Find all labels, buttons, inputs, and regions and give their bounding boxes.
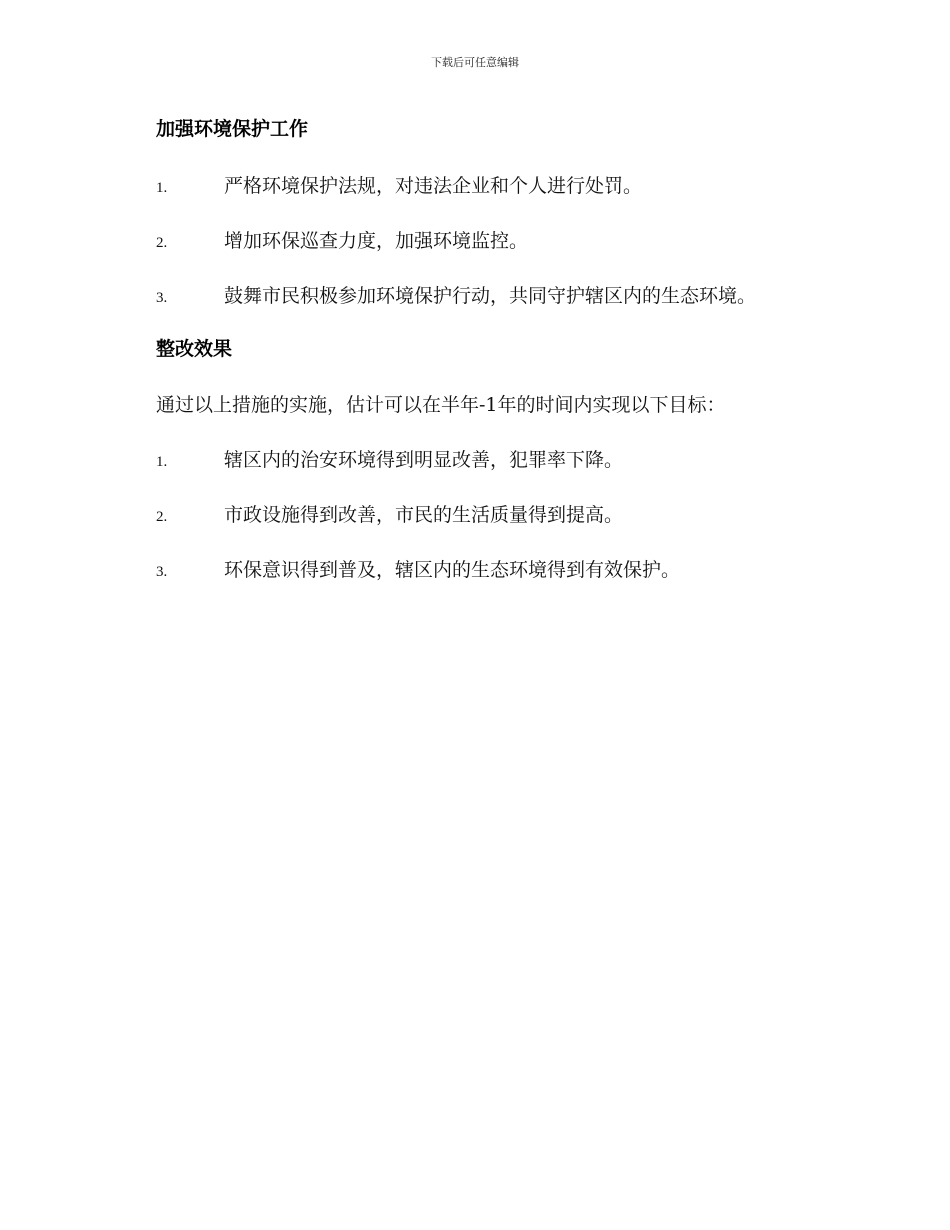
- list-item-text: 鼓舞市民积极参加环境保护行动，共同守护辖区内的生态环境。: [224, 285, 757, 307]
- section-title-environment: 加强环境保护工作: [156, 118, 309, 140]
- list-item: [156, 445, 623, 472]
- list-item: [156, 555, 680, 582]
- list-item-number: 3.: [156, 290, 168, 306]
- list-item: [156, 500, 623, 527]
- list-item-text: 增加环保巡查力度，加强环境监控。: [224, 230, 529, 252]
- list-item-number: 3.: [156, 564, 168, 580]
- list-item-text: 环保意识得到普及，辖区内的生态环境得到有效保护。: [224, 559, 681, 581]
- section-title-results: 整改效果: [156, 338, 233, 360]
- list-item-number: 2.: [156, 509, 168, 525]
- list-item: [156, 281, 756, 308]
- list-item-text: 辖区内的治安环境得到明显改善，犯罪率下降。: [224, 449, 624, 471]
- list-item-number: 1.: [156, 180, 168, 196]
- list-item-text: 市政设施得到改善，市民的生活质量得到提高。: [224, 504, 624, 526]
- list-item-number: 2.: [156, 235, 168, 251]
- list-item-text: 严格环境保护法规，对违法企业和个人进行处罚。: [224, 175, 643, 197]
- page-header: 下载后可任意编辑: [431, 56, 519, 69]
- list-item-number: 1.: [156, 454, 168, 470]
- intro-paragraph: 通过以上措施的实施，估计可以在半年-1年的时间内实现以下目标：: [156, 394, 726, 416]
- list-item: [156, 171, 642, 198]
- list-item: [156, 226, 528, 253]
